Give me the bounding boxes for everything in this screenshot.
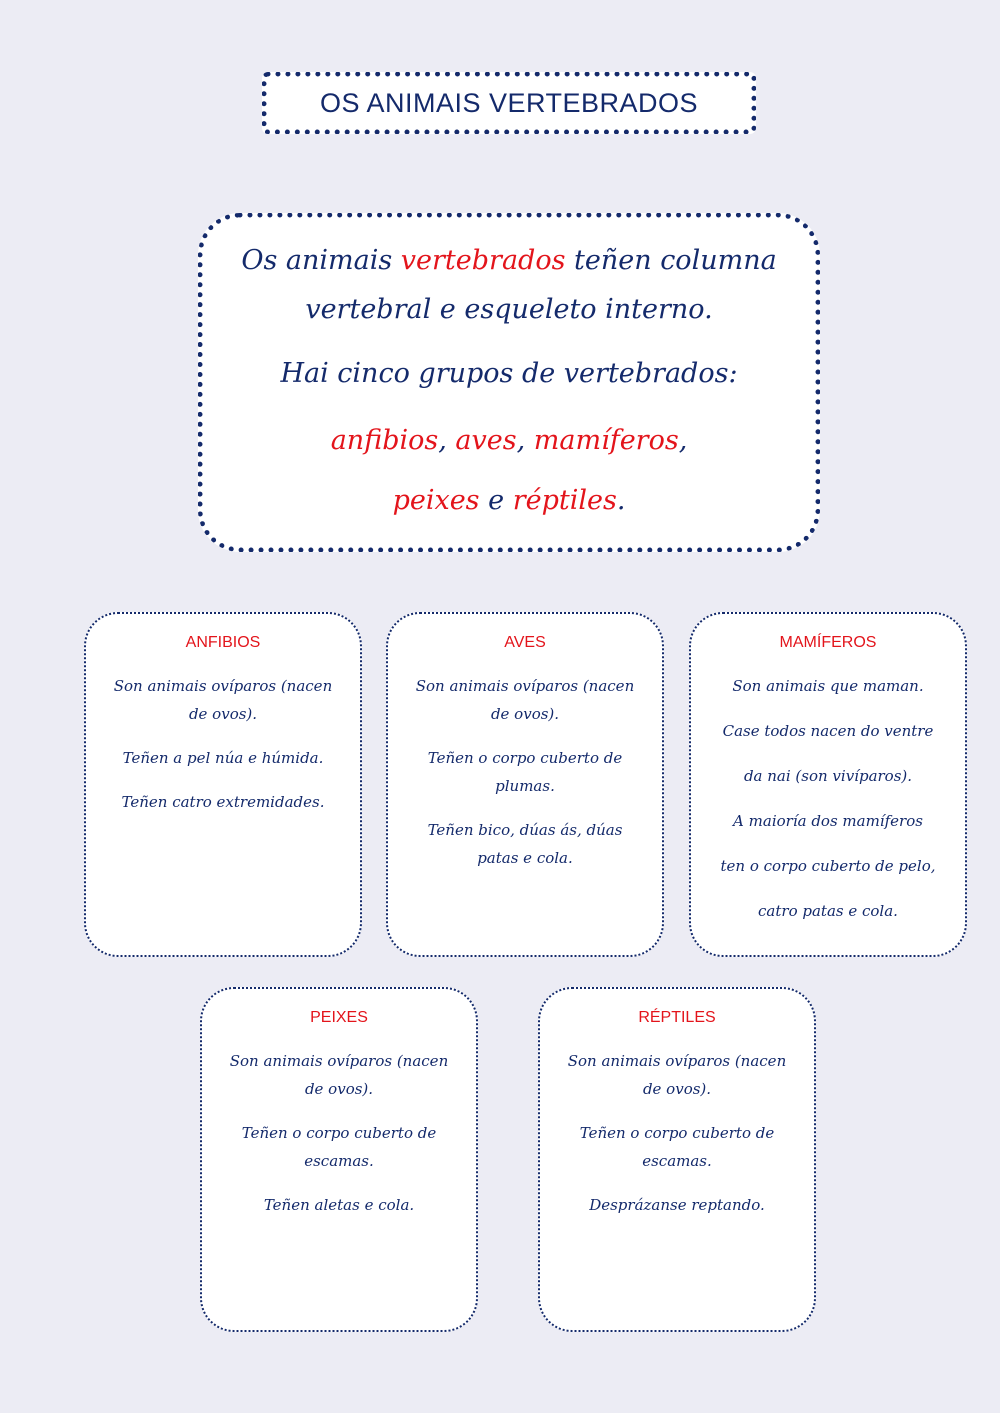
card-text: Teñen a pel núa e húmida. (122, 749, 324, 767)
group-anfibios: anfibios (330, 425, 439, 456)
intro-text: Os animais (241, 245, 401, 276)
card-text: Son animais ovíparos (nacen de ovos). (229, 1052, 449, 1098)
card-reptiles (538, 987, 816, 1332)
page-title (262, 72, 756, 134)
card-title-peixes: PEIXES (310, 1009, 368, 1026)
card-text: ten o corpo cuberto de pelo, (720, 857, 936, 875)
separator: , (438, 425, 456, 456)
card-anfibios (84, 612, 362, 957)
separator: . (616, 485, 626, 516)
intro-line-4 (203, 425, 815, 456)
page-title-text: OS ANIMAIS VERTEBRADOS (319, 87, 699, 118)
intro-line-5 (203, 485, 815, 516)
card-text: Teñen aletas e cola. (263, 1196, 415, 1214)
card-text: Son animais ovíparos (nacen de ovos). (567, 1052, 787, 1098)
card-text: catro patas e cola. (758, 902, 898, 920)
card-text: Teñen o corpo cuberto de escamas. (241, 1124, 437, 1170)
card-title-mamiferos: MAMÍFEROS (779, 634, 877, 651)
card-aves (386, 612, 664, 957)
group-aves: aves (455, 425, 517, 456)
separator: e (479, 485, 513, 516)
card-peixes (200, 987, 478, 1332)
card-text: Teñen bico, dúas ás, dúas patas e cola. (427, 821, 623, 867)
intro-line-1 (203, 245, 815, 276)
card-text: da nai (son vivíparos). (743, 767, 913, 785)
intro-line-2: vertebral e esqueleto interno. (305, 294, 713, 325)
card-text: Desprázanse reptando. (589, 1196, 765, 1214)
intro-line-3: Hai cinco grupos de vertebrados: (280, 358, 738, 389)
separator: , (516, 425, 534, 456)
group-reptiles: réptiles (512, 485, 617, 516)
card-text: A maioría dos mamíferos (733, 812, 923, 830)
card-text: Teñen o corpo cuberto de escamas. (579, 1124, 775, 1170)
card-text: Teñen o corpo cuberto de plumas. (427, 749, 623, 795)
intro-box (198, 213, 820, 552)
group-mamiferos: mamíferos (533, 425, 679, 456)
card-title-reptiles: RÉPTILES (638, 1009, 716, 1026)
card-text: Case todos nacen do ventre (722, 722, 934, 740)
card-text: Son animais ovíparos (nacen de ovos). (415, 677, 635, 723)
highlight-vertebrados: vertebrados (400, 245, 566, 276)
card-title-aves: AVES (504, 634, 546, 651)
card-title-anfibios: ANFIBIOS (185, 634, 261, 651)
card-text: Son animais que maman. (732, 677, 924, 695)
intro-text: teñen columna (565, 245, 777, 276)
separator: , (678, 425, 688, 456)
group-peixes: peixes (392, 485, 480, 516)
card-mamiferos (689, 612, 967, 957)
card-text: Teñen catro extremidades. (121, 793, 325, 811)
card-text: Son animais ovíparos (nacen de ovos). (113, 677, 333, 723)
